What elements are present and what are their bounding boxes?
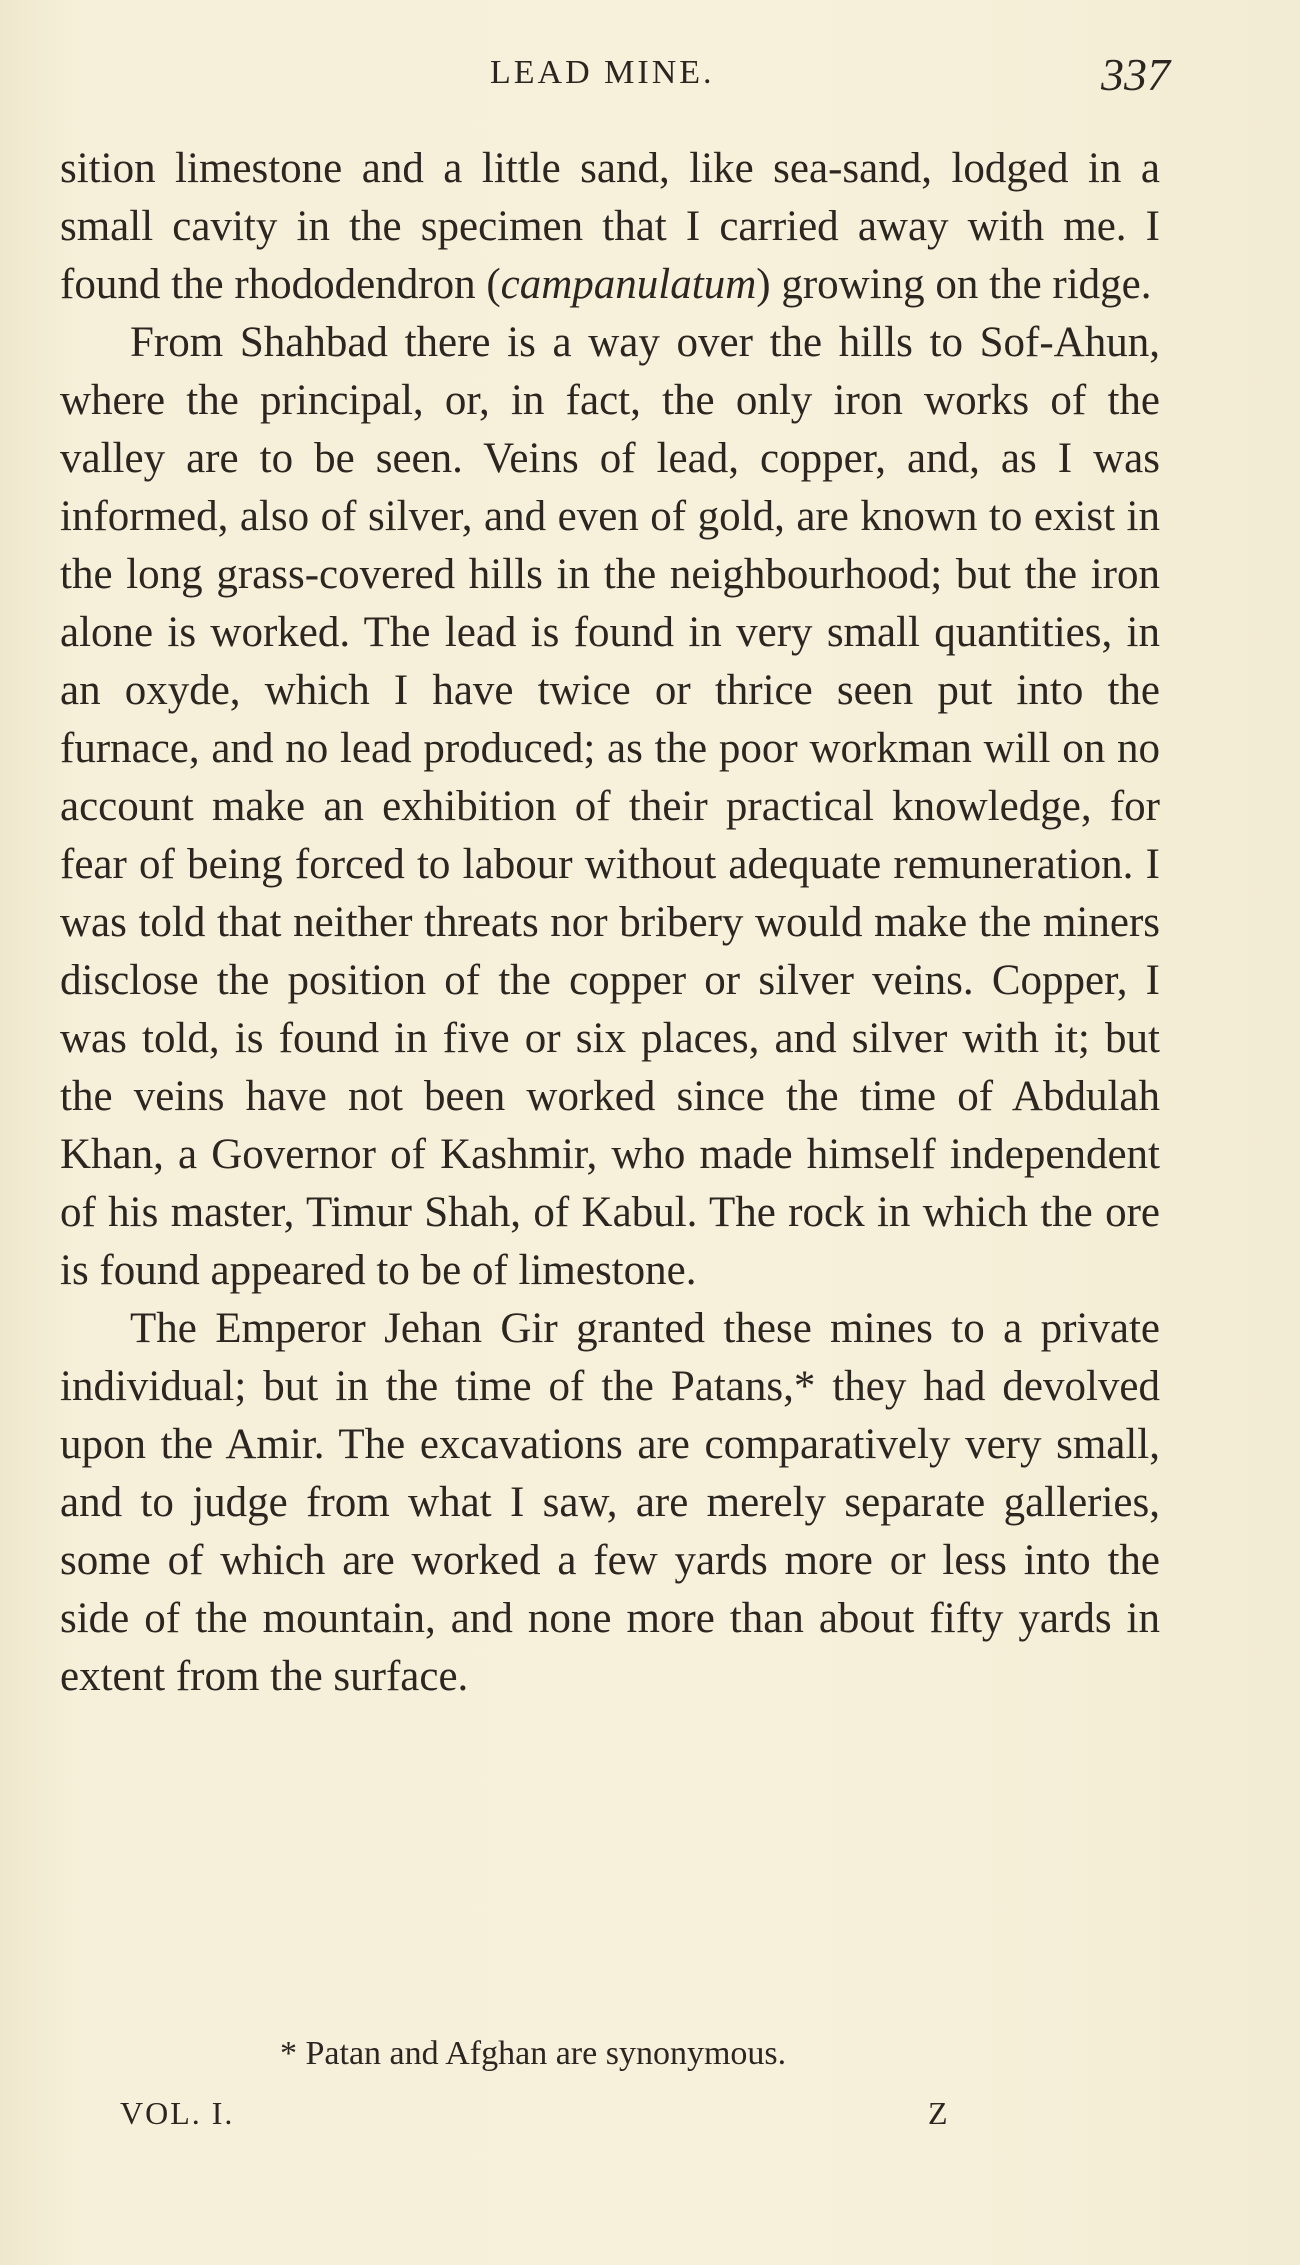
signature-mark: Z <box>928 2095 948 2131</box>
paragraph-1-italic-term: campanulatum <box>500 261 757 308</box>
paragraph-1 <box>60 140 1160 314</box>
page-number: 337 <box>1101 49 1170 100</box>
paragraph-2: From Shahbad there is a way over the hills to Sof-Ahun, where the principal, or, in fact, the only iron works of the valley are to be seen. Veins of lead, copper, and, as I was informed, also of silver, and even of gold, are known to exist in the long grass-covered hills in the neighbourhood; but the iron alone is worked. The lead is found in very small quantities, in an oxyde, which I have twice or thrice seen put into the furnace, and no lead produced; as the poor workman will on no account make an exhibition of their practical knowledge, for fear of being forced to labour without adequate remuneration. I was told that neither threats nor bribery would make the miners disclose the position of the copper or silver veins. Copper, I was told, is found in five or six places, and silver with it; but the veins have not been worked since the time of Abdulah Khan, a Governor of Kashmir, who made himself independent of his master, Timur Shah, of Kabul. The rock in which the ore is found appeared to be of limestone. <box>60 319 1160 1294</box>
running-head: LEAD MINE. <box>490 54 715 91</box>
paragraph-1-text-start: sition limestone and a little sand, like sea-sand, lodged in a small cavity in the specimen that I carried away with me. I found the rhododendron ( <box>60 145 1160 308</box>
body-text <box>60 140 1160 1706</box>
paragraph-3: The Emperor Jehan Gir granted these mines to a private individual; but in the time of the Patans,* they had devolved upon the Amir. The excavations are comparatively very small, and to judge from what I saw, are merely separate galleries, some of which are worked a few yards more or less into the side of the mountain, and none more than about fifty yards in extent from the surface. <box>60 1305 1160 1700</box>
page-header <box>60 48 1170 108</box>
footnote: * Patan and Afghan are synonymous. <box>280 2035 787 2072</box>
volume-label: VOL. I. <box>120 2095 235 2131</box>
paragraph-1-text-end: ) growing on the ridge. <box>756 261 1152 308</box>
